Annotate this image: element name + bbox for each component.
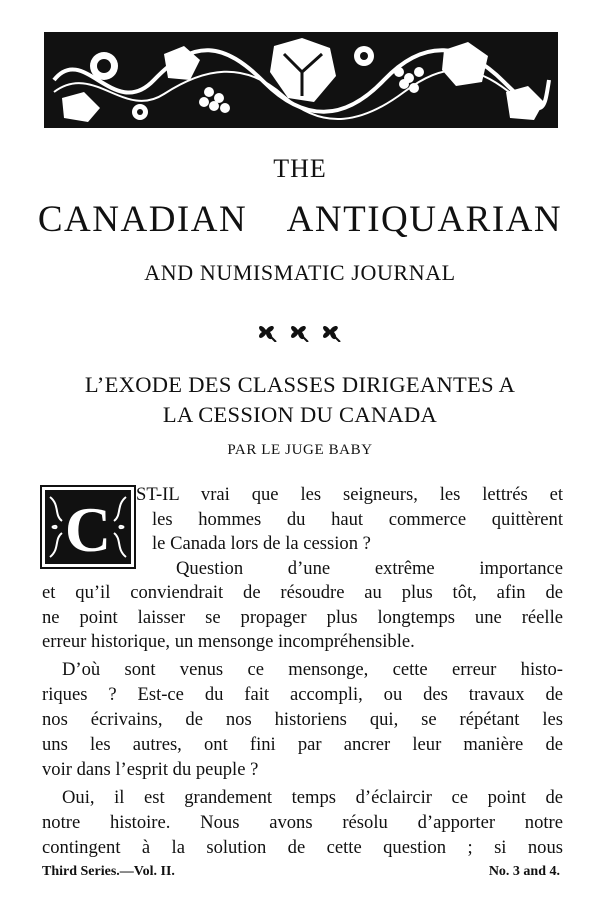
article-byline: PAR LE JUGE BABY [227,442,373,458]
dropcap-c-icon [40,485,136,569]
footer-series: Third Series.—Vol. II. [42,864,175,879]
body-line: notre histoire. Nous avons résolu d’apporter notre [42,812,563,833]
masthead-the: THE [273,154,327,183]
body-line: riques ? Est-ce du fait accompli, ou des travaux de [42,684,563,705]
body-line: voir dans l’esprit du peuple ? [42,759,259,780]
journal-title: CANADIAN ANTIQUARIAN [37,199,563,240]
svg-text:C: C [64,494,112,565]
body-line: ne point laisser se propager plus longtemps une réelle [42,607,563,628]
body-line: D’où sont venus ce mensonge, cette erreur histo- [62,659,563,680]
body-line: uns les autres, ont fini par ancrer leur manière de [42,734,563,755]
body-line: le Canada lors de la cession ? [152,533,371,554]
body-line: les hommes du haut commerce quittèrent [152,509,563,530]
body-line: et qu’il conviendrait de résoudre au plus tôt, afin de [42,582,563,603]
article-title-line-2: LA CESSION DU CANADA [162,402,438,427]
journal-subtitle: AND NUMISMATIC JOURNAL [144,260,456,285]
body-line: erreur historique, un mensonge incompréhensible. [42,631,415,652]
body-line: contingent à la solution de cette question ; si nous [42,837,563,858]
body-line: Question d’une extrême importance [176,558,563,579]
fleuron-divider-icon [248,318,352,342]
body-line: nos écrivains, de nos historiens qui, se répétant les [42,709,563,730]
footer-issue-number: No. 3 and 4. [488,864,560,879]
article-title-line-1: L’EXODE DES CLASSES DIRIGEANTES A [84,372,516,397]
body-line: ST-IL vrai que les seigneurs, les lettrés et [136,484,563,505]
body-line: Oui, il est grandement temps d’éclaircir ce point de [62,787,563,808]
vine-banner-icon [44,32,558,128]
